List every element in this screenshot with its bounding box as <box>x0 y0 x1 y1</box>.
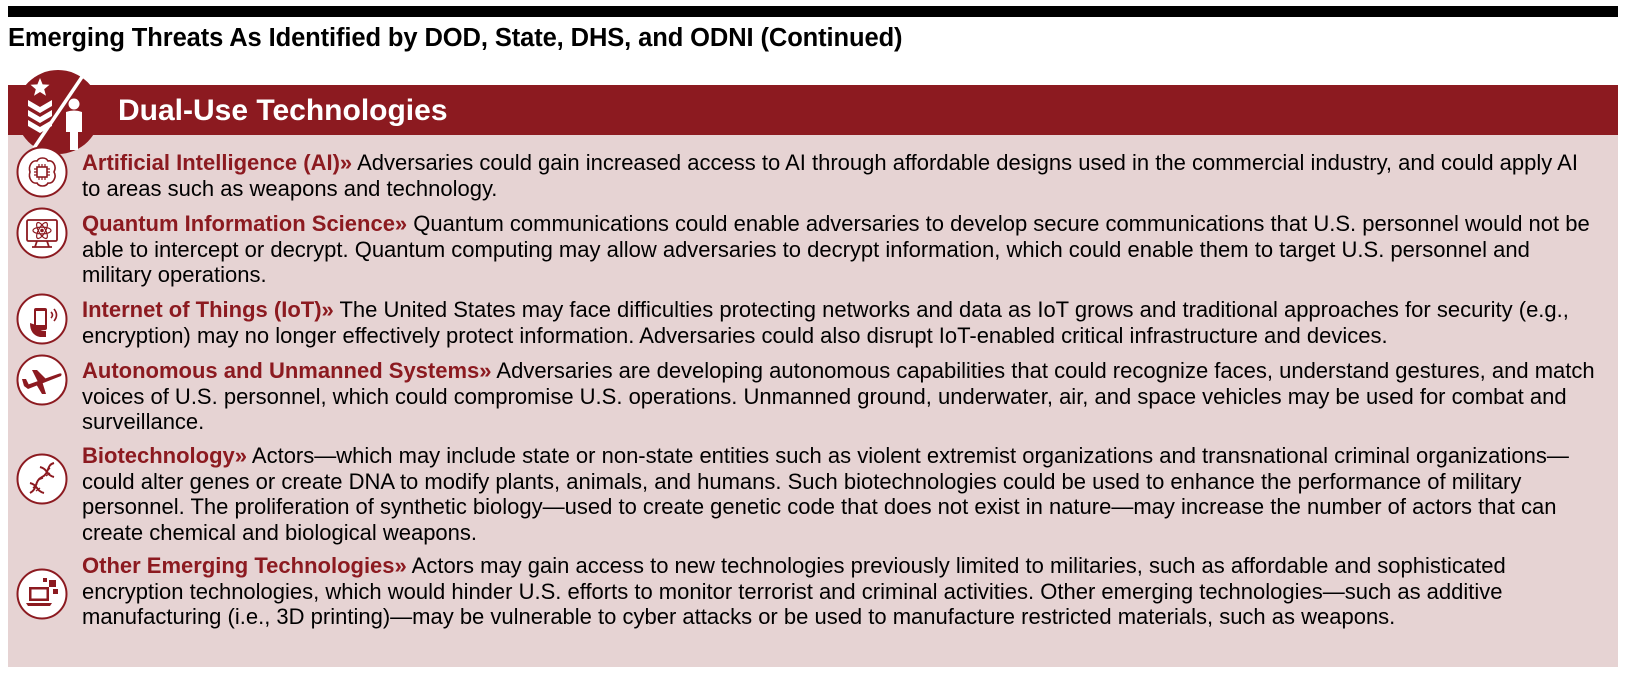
list-item <box>82 211 1602 288</box>
unmanned-aircraft-icon <box>16 354 68 406</box>
item-body: The United States may face difficulties protecting networks and data as IoT grows and traditional approaches for security (e.g., encryption) may no longer effectively protect information. Adversaries could also disrupt IoT-enabled critical infrastructure and devices. <box>82 297 1569 348</box>
dna-helix-icon <box>16 453 68 505</box>
top-rule <box>8 6 1618 17</box>
laptop-printer-icon <box>16 568 68 620</box>
list-item <box>82 443 1602 545</box>
quantum-atom-monitor-icon <box>16 207 68 259</box>
list-item <box>82 150 1602 201</box>
list-item <box>82 297 1602 348</box>
item-heading: Autonomous and Unmanned Systems» <box>82 358 492 383</box>
page-title: Emerging Threats As Identified by DOD, State, DHS, and ODNI (Continued) <box>8 24 903 52</box>
item-heading: Biotechnology» <box>82 443 248 468</box>
ai-brain-chip-icon <box>16 146 68 198</box>
item-body: Adversaries are developing autonomous capabilities that could recognize faces, understand gestures, and match voices of U.S. personnel, which could compromise U.S. operations. Unmanned ground, underwater, air, and space vehicles may be used for combat and surveillance. <box>82 358 1595 434</box>
iot-hand-phone-icon <box>16 293 68 345</box>
dual-use-soldier-civilian-icon <box>14 68 102 156</box>
item-body: Quantum communications could enable adversaries to develop secure communications that U.S. personnel would not be able to intercept or decrypt. Quantum computing may allow adversaries to decrypt information, which could enable them to target U.S. personnel and military operations. <box>82 211 1590 287</box>
item-heading: Quantum Information Science» <box>82 211 408 236</box>
list-item <box>82 358 1602 435</box>
banner-title: Dual-Use Technologies <box>118 94 448 127</box>
item-body: Actors—which may include state or non-state entities such as violent extremist organizations and transnational criminal organizations—could alter genes or create DNA to modify plants, animals, and humans. Such biotechnologies could be used to enhance the performance of military personnel. The proliferation of synthetic biology—used to create genetic code that does not exist in nature—may increase the number of actors that can create chemical and biological weapons. <box>82 443 1569 545</box>
item-heading: Other Emerging Technologies» <box>82 553 407 578</box>
item-heading: Artificial Intelligence (AI)» <box>82 150 353 175</box>
list-item <box>82 553 1602 630</box>
item-body: Adversaries could gain increased access to AI through affordable designs used in the commercial industry, and could apply AI to areas such as weapons and technology. <box>82 150 1578 201</box>
item-heading: Internet of Things (IoT)» <box>82 297 334 322</box>
item-body: Actors may gain access to new technologies previously limited to militaries, such as affordable and sophisticated encryption technologies, which would hinder U.S. efforts to monitor terrorist and criminal activities. Other emerging technologies—such as additive manufacturing (i.e., 3D printing)—may be vulnerable to cyber attacks or be used to manufacture restricted materials, such as weapons. <box>82 553 1506 629</box>
